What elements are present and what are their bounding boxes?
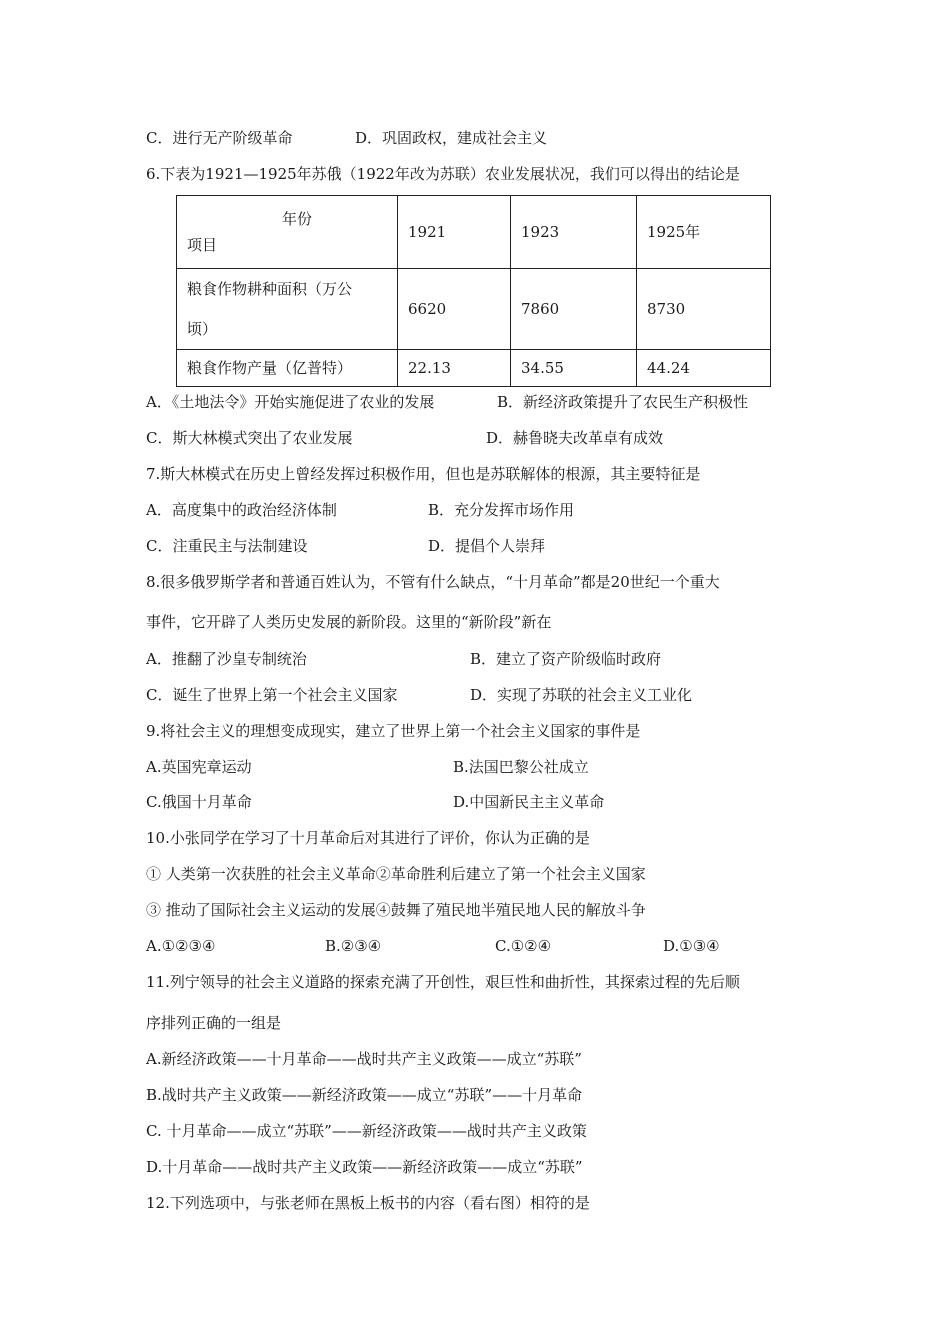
cell-output-1923: 34.55 (511, 350, 637, 387)
q10-statement-line1: ① 人类第一次获胜的社会主义革命②革命胜利后建立了第一个社会主义国家 (146, 865, 646, 883)
q7-option-c: C．注重民主与法制建设 (146, 537, 308, 555)
q7-option-d: D．提倡个人崇拜 (428, 537, 546, 555)
row-label-area-line1: 粮食作物耕种面积（万公 (187, 280, 353, 298)
q11-stem-line2: 序排列正确的一组是 (146, 1014, 282, 1032)
q9-option-a: A.英国宪章运动 (146, 758, 252, 776)
q10-option-b: B.②③④ (325, 937, 382, 955)
q10-option-c: C.①②④ (495, 937, 552, 955)
agriculture-table (176, 195, 771, 387)
q9-option-b: B.法国巴黎公社成立 (453, 758, 589, 776)
q6-stem: 6.下表为1921—1925年苏俄（1922年改为苏联）农业发展状况，我们可以得出的结论是 (146, 165, 740, 183)
q10-statement-line2: ③ 推动了国际社会主义运动的发展④鼓舞了殖民地半殖民地人民的解放斗争 (146, 901, 646, 919)
q9-option-d: D.中国新民主主义革命 (453, 793, 605, 811)
q10-option-d: D.①③④ (663, 937, 720, 955)
q7-stem: 7.斯大林模式在历史上曾经发挥过积极作用，但也是苏联解体的根源，其主要特征是 (146, 465, 701, 483)
q9-option-c: C.俄国十月革命 (146, 793, 252, 811)
row-label-area-line2: 顷） (187, 320, 218, 338)
row-label-area (177, 269, 398, 350)
q10-option-a: A.①②③④ (146, 937, 216, 955)
table-row (177, 350, 771, 387)
q6-option-b: B．新经济政策提升了农民生产积极性 (497, 393, 749, 411)
table-corner-header (177, 196, 398, 269)
q7-option-a: A．高度集中的政治经济体制 (146, 501, 337, 519)
cell-area-1925: 8730 (637, 269, 771, 350)
header-year-3: 1925年 (637, 196, 771, 269)
cell-area-1923: 7860 (511, 269, 637, 350)
q8-option-b: B．建立了资产阶级临时政府 (470, 650, 662, 668)
q11-option-c: C. 十月革命——成立“苏联”——新经济政策——战时共产主义政策 (146, 1122, 587, 1140)
q12-stem: 12.下列选项中，与张老师在黑板上板书的内容（看右图）相符的是 (146, 1194, 590, 1212)
q5-option-c: C．进行无产阶级革命 (146, 129, 293, 147)
q6-option-d: D．赫鲁晓夫改革卓有成效 (486, 429, 664, 447)
q11-option-b: B.战时共产主义政策——新经济政策——成立“苏联”——十月革命 (146, 1086, 583, 1104)
header-year-1: 1921 (398, 196, 511, 269)
header-year-label: 年份 (281, 210, 312, 228)
q8-stem-line1: 8.很多俄罗斯学者和普通百姓认为，不管有什么缺点，“十月革命”都是20世纪一个重大 (146, 573, 720, 591)
q5-option-d: D．巩固政权，建成社会主义 (355, 129, 548, 147)
q10-stem: 10.小张同学在学习了十月革命后对其进行了评价，你认为正确的是 (146, 829, 590, 847)
q8-option-a: A．推翻了沙皇专制统治 (146, 650, 307, 668)
header-item-label: 项目 (187, 236, 218, 254)
cell-output-1925: 44.24 (637, 350, 771, 387)
q11-option-d: D.十月革命——战时共产主义政策——新经济政策——成立“苏联” (146, 1158, 583, 1176)
q8-stem-line2: 事件，它开辟了人类历史发展的新阶段。这里的“新阶段”新在 (146, 613, 552, 631)
header-year-2: 1923 (511, 196, 637, 269)
q11-option-a: A.新经济政策——十月革命——战时共产主义政策——成立“苏联” (146, 1050, 582, 1068)
q6-option-c: C．斯大林模式突出了农业发展 (146, 429, 353, 447)
table-row (177, 269, 771, 350)
q7-option-b: B．充分发挥市场作用 (428, 501, 575, 519)
q11-stem-line1: 11.列宁领导的社会主义道路的探索充满了开创性，艰巨性和曲折性，其探索过程的先后顺 (146, 973, 740, 991)
q8-option-c: C．诞生了世界上第一个社会主义国家 (146, 686, 398, 704)
row-label-output: 粮食作物产量（亿普特） (177, 350, 398, 387)
q8-option-d: D．实现了苏联的社会主义工业化 (470, 686, 693, 704)
cell-output-1921: 22.13 (398, 350, 511, 387)
table-header-row (177, 196, 771, 269)
q6-option-a: A．《土地法令》开始实施促进了农业的发展 (146, 393, 435, 411)
q9-stem: 9.将社会主义的理想变成现实，建立了世界上第一个社会主义国家的事件是 (146, 722, 641, 740)
cell-area-1921: 6620 (398, 269, 511, 350)
